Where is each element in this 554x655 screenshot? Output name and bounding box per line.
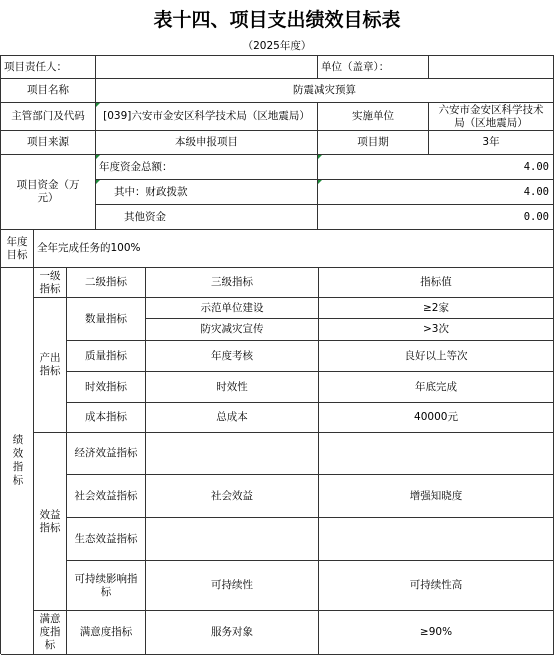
cell-marker (96, 103, 100, 107)
goal-value: 全年完成任务的100% (34, 230, 554, 268)
ecological-level3 (146, 518, 319, 561)
social-level3: 社会效益 (146, 475, 319, 518)
project-name-label: 项目名称 (1, 79, 96, 103)
cost-level3: 总成本 (146, 403, 319, 433)
header-level2: 二级指标 (67, 268, 146, 298)
timeliness-value: 年底完成 (319, 372, 554, 403)
quality-level3: 年度考核 (146, 341, 319, 372)
funds-row-label: 其他资金 (96, 205, 318, 230)
project-name-value: 防震减灾预算 (96, 79, 554, 103)
quality-value: 良好以上等次 (319, 341, 554, 372)
perf-side-label: 绩效指标 (1, 268, 34, 655)
cell-marker (96, 180, 100, 184)
sustain-value: 可持续性高 (319, 561, 554, 611)
quantity-level3: 防灾减灾宣传 (146, 319, 319, 341)
impl-label: 实施单位 (318, 103, 429, 131)
funds-row-value: 4.00 (318, 155, 554, 180)
ecological-value (319, 518, 554, 561)
economic-level3 (146, 433, 319, 475)
cost-value: 40000元 (319, 403, 554, 433)
dept-value: [039]六安市金安区科学技术局（区地震局） (96, 103, 318, 131)
period-value: 3年 (429, 131, 554, 155)
period-label: 项目期 (318, 131, 429, 155)
source-value: 本级申报项目 (96, 131, 318, 155)
cell-marker (318, 180, 322, 184)
economic-value (319, 433, 554, 475)
economic-level2: 经济效益指标 (67, 433, 146, 475)
social-level2: 社会效益指标 (67, 475, 146, 518)
ecological-level2: 生态效益指标 (67, 518, 146, 561)
social-value: 增强知晓度 (319, 475, 554, 518)
dept-label: 主管部门及代码 (1, 103, 96, 131)
impl-value: 六安市金安区科学技术局（区地震局） (429, 103, 554, 131)
quantity-value: >3次 (319, 319, 554, 341)
satisfaction-value: ≥90% (319, 611, 554, 655)
performance-table (0, 55, 554, 654)
funds-row-value: 4.00 (318, 180, 554, 205)
table-title: 表十四、项目支出绩效目标表 (153, 9, 401, 31)
sustain-level2: 可持续影响指标 (67, 561, 146, 611)
funds-row-label: 年度资金总额： (96, 155, 318, 180)
quantity-label: 数量指标 (67, 298, 146, 341)
owner-label: 项目责任人： (1, 56, 96, 79)
header-level1: 一级指标 (34, 268, 67, 298)
unit-value[interactable] (429, 56, 554, 79)
satisfaction-level2: 满意度指标 (67, 611, 146, 655)
cell-marker (96, 155, 100, 159)
unit-label: 单位（盖章）： (318, 56, 429, 79)
owner-value[interactable] (96, 56, 318, 79)
cost-level2: 成本指标 (67, 403, 146, 433)
output-label: 产出指标 (34, 298, 67, 433)
funds-label: 项目资金（万元） (1, 155, 96, 230)
quantity-level3: 示范单位建设 (146, 298, 319, 319)
header-level3: 三级指标 (146, 268, 319, 298)
timeliness-level2: 时效指标 (67, 372, 146, 403)
timeliness-level3: 时效性 (146, 372, 319, 403)
header-value: 指标值 (319, 268, 554, 298)
satisfaction-level3: 服务对象 (146, 611, 319, 655)
satisfaction-label: 满意度指标 (34, 611, 67, 655)
goal-label: 年度目标 (1, 230, 34, 268)
fiscal-year: （2025年度） (242, 40, 312, 52)
funds-row-value: 0.00 (318, 205, 554, 230)
benefit-label: 效益指标 (34, 433, 67, 611)
source-label: 项目来源 (1, 131, 96, 155)
cell-marker (318, 155, 322, 159)
funds-row-label: 其中：财政拨款 (96, 180, 318, 205)
quality-level2: 质量指标 (67, 341, 146, 372)
sustain-level3: 可持续性 (146, 561, 319, 611)
quantity-value: ≥2家 (319, 298, 554, 319)
